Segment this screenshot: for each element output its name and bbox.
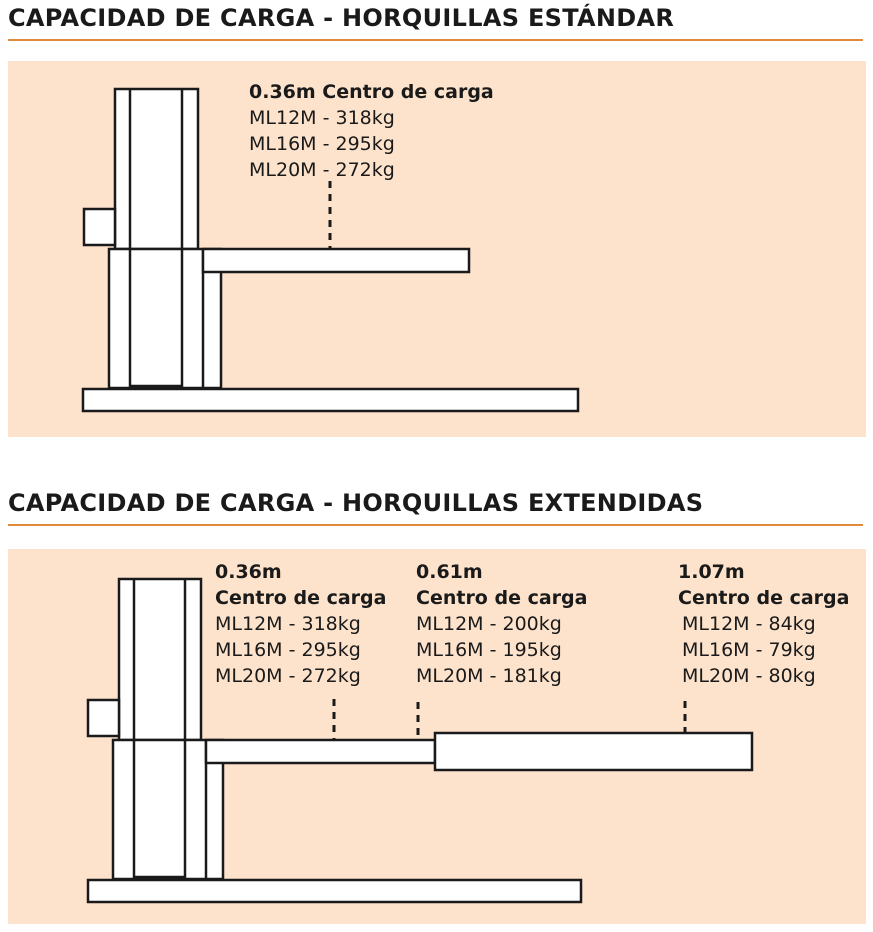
capacity-row-ml16m: ML16M - 79kg	[682, 639, 816, 661]
load-center-label-036	[249, 79, 494, 183]
load-center-label-107	[678, 559, 849, 689]
fork-standard	[203, 249, 469, 272]
load-center-label-061	[416, 559, 587, 689]
fork-extension	[435, 733, 752, 770]
capacity-row-ml12m: ML12M - 318kg	[215, 613, 361, 635]
side-cylinder	[88, 700, 119, 736]
capacity-row-ml12m: ML12M - 84kg	[682, 613, 816, 635]
capacity-row-ml20m: ML20M - 272kg	[249, 159, 395, 181]
diagram-panel-standard	[8, 61, 866, 437]
section-title-standard: CAPACIDAD DE CARGA - HORQUILLAS ESTÁNDAR	[8, 4, 675, 32]
load-center-label-036	[215, 559, 386, 689]
section-title-extended: CAPACIDAD DE CARGA - HORQUILLAS EXTENDIDAS	[8, 489, 704, 517]
mast	[115, 89, 198, 249]
fork-standard	[206, 740, 435, 763]
capacity-row-ml20m: ML20M - 181kg	[416, 665, 562, 687]
mast	[119, 579, 201, 740]
base-platform	[88, 880, 581, 902]
capacity-row-ml20m: ML20M - 272kg	[215, 665, 361, 687]
load-center-heading: Centro de carga	[678, 587, 850, 609]
side-cylinder	[84, 209, 115, 245]
capacity-row-ml16m: ML16M - 295kg	[249, 133, 395, 155]
load-center-distance: 1.07m	[678, 561, 745, 583]
base-platform	[83, 389, 578, 411]
capacity-row-ml16m: ML16M - 195kg	[416, 639, 562, 661]
capacity-row-ml12m: ML12M - 200kg	[416, 613, 562, 635]
section-rule-standard	[8, 39, 863, 41]
load-center-heading: Centro de carga	[215, 587, 387, 609]
load-center-heading: Centro de carga	[416, 587, 588, 609]
section-rule-extended	[8, 524, 863, 526]
capacity-row-ml20m: ML20M - 80kg	[682, 665, 816, 687]
load-center-distance: 0.61m	[416, 561, 483, 583]
diagram-panel-extended	[8, 549, 866, 924]
capacity-row-ml12m: ML12M - 318kg	[249, 107, 395, 129]
load-center-distance: 0.36m	[215, 561, 282, 583]
capacity-row-ml16m: ML16M - 295kg	[215, 639, 361, 661]
load-center-heading: 0.36m Centro de carga	[249, 81, 494, 103]
